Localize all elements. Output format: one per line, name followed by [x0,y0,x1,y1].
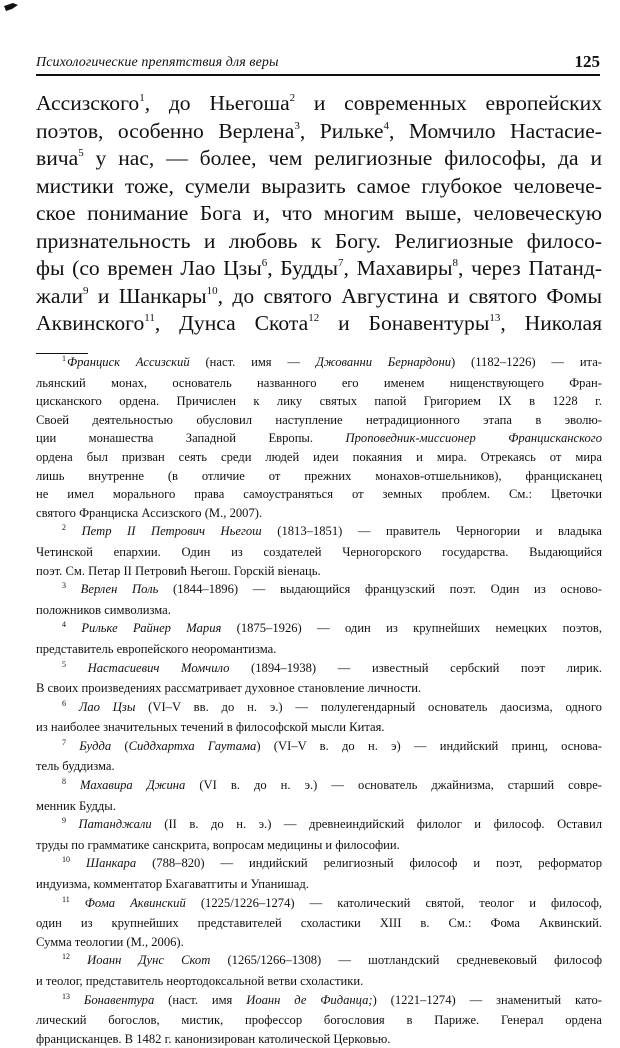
footnote-ref[interactable]: 3 [294,119,300,132]
footnote-number: 2 [62,523,66,533]
footnote-13: $^{13}$ Бонавентура (наст. имя Иоанн де Фиданца;) (1221–1274) — знаменитый като- лический богослов, мистик, профессор богословия в Париже. Генерал ордена францисканцев. В 1482 г. канонизирован католической Церковью. [36,991,603,1046]
footnote-name: Франциск Ассизский [67,355,190,369]
main-line: поэтов, особенно Верлена$^3$, Рильке$^4$, Момчило Настасие- [36,118,602,143]
footnote-8: $^8$ Махавира Джина (VI в. до н. э.) — основатель джайнизма, старший совре- менник Будды. [36,777,602,813]
footnote-name: Махавира Джина [80,778,186,793]
footnote-4: $^4$ Рильке Райнер Мария (1875–1926) — один из крупнейших немецких поэтов, представитель европейского неоромантизма. [36,620,602,656]
footnotes [36,353,602,1048]
footnote-name: Рильке Райнер Мария [81,621,222,636]
footnote-number: 1 [62,354,66,363]
footnote-number: 6 [62,698,66,708]
footnote-name: Бонавентура [83,992,155,1007]
footnote-number: 4 [62,620,66,630]
footnote-ref[interactable]: 7 [338,257,344,269]
footnote-9: $^9$ Патанджали (II в. до н. э.) — древнеиндийский филолог и философ. Оставил труды по грамматике санскрита, вопросам медицины и философии. [36,816,602,852]
footnote-ref[interactable]: 11 [144,312,155,324]
footnote-name: Верлен Поль [80,582,159,597]
footnote-name: Патанджали [78,817,152,832]
main-line: мистики тоже, сумели выразить самое глубокое человече- [36,173,602,198]
footnote-ref[interactable]: 1 [139,92,145,104]
main-line: жали$^9$ и Шанкары$^{10}$, до святого Августина и святого Фомы [36,283,602,308]
footnote-6: $^6$ Лао Цзы (VI–V вв. до н. э.) — полулегендарный основатель даосизма, одного из наиболее значительных течений в философской мысли Китая. [36,698,602,735]
footnote-11: $^{11}$ Фома Аквинский (1225/1226–1274) — католический святой, теолог и философ, один из крупнейших представителей схоластики XIII в. См.: Фома Аквинский. Сумма теологии (М., 2006). [36,894,602,949]
main-line: Аквинского$^{11}$, Дунса Скота$^{12}$ и Бонавентуры$^{13}$, Николая [36,311,603,335]
footnote-12: $^{12}$ Иоанн Дунс Скот (1265/1266–1308) — шотландский средневековый философ и теолог, представитель неортодоксальной ветви схоластики. [36,952,602,988]
footnote-1: $^1$Франциск Ассизский (наст. имя — Джованни Бернардони) (1182–1226) — ита- льянский монах, основатель названного его именем нищенствующего Фран- цисканского ордена. Причислен к лику святых папой Григорием IX в 1228 г. Своей деятельностью обусловил наступление нетрадиционного этапа в эволю- ции монашества Западной Европы. Проповедник-миссионер Францисканского ордена был призван сеять среди людей идеи покаяния и мира. Отрекаясь от мира лишь внутренне (в отличие от прежних монахов-отшельников), францисканец не имел морального права самоустраняться от земных проблем. См.: Цветочки святого Франциска Ассизского (М., 2007). [36,354,603,520]
footnote-10: $^{10}$ Шанкара (788–820) — индийский религиозный философ и поэт, реформатор индуизма, комментатор Бхагаватгиты и Упанишад. [36,855,602,892]
footnote-name: Иоанн Дунс Скот [87,953,211,968]
main-line: фы (со времен Лао Цзы$^6$, Будды$^7$, Махавиры$^8$, через Патанд- [36,256,602,280]
footnote-ref[interactable]: 6 [261,257,268,269]
footnote-number: 3 [62,581,66,591]
footnote-number: 10 [62,855,70,865]
footnote-2: $^2$ Петр II Петрович Ньегош (1813–1851) — правитель Черногории и владыка Четинской епархии. Один из создателей Черногорского государства. Выдающийся поэт. См. Петар II Петровић Његош. Горскiй вiенаць. [36,523,603,578]
footnote-ref[interactable]: 5 [78,147,84,159]
footnote-number: 5 [62,659,66,669]
page-number: 125 [574,52,600,71]
footnote-name: Петр II Петрович Ньегош [81,524,262,539]
footnote-5: $^5$ Настасиевич Момчило (1894–1938) — известный сербский поэт лирик. В своих произведениях рассматривает духовное становление личности. [36,659,602,696]
footnote-name: Фома Аквинский [84,895,186,910]
footnote-name: Настасиевич Момчило [87,660,230,675]
main-line: признательность и любовь к Богу. Религиозные филосо- [36,228,602,253]
main-line: ское понимание Бога и, что многим выше, человеческую [36,201,602,225]
footnote-number: 12 [62,952,70,962]
footnote-ref[interactable]: 9 [83,284,89,297]
footnote-ref[interactable]: 8 [452,257,459,269]
footnote-number: 11 [62,894,70,904]
footnote-number: 13 [62,991,70,1001]
footnote-name: Шанкара [85,856,137,871]
main-line: Ассизского$^1$, до Ньегоша$^2$ и современных европейских [36,91,602,115]
page-corner-mark [4,2,18,12]
footnote-number: 7 [62,737,66,747]
footnote-ref[interactable]: 12 [308,312,320,324]
running-title: Психологические препятствия для веры [36,55,279,70]
footnote-number: 9 [62,816,66,826]
footnote-ref[interactable]: 2 [289,92,296,104]
main-paragraph [36,90,602,338]
footnote-7: $^7$ Будда (Сиддхартха Гаутама) (VI–V в. до н. э) — индийский принц, основа- тель буддизма. [36,737,602,774]
footnote-ref[interactable]: 13 [489,312,501,324]
footnote-name: Лао Цзы [78,699,136,714]
main-line: вича$^5$ у нас, — более, чем религиозные философы, да и [36,146,602,170]
running-header [36,48,600,76]
footnote-name: Будда [79,738,112,753]
footnote-3: $^3$ Верлен Поль (1844–1896) — выдающийся французский поэт. Один из осново- положников символизма. [36,581,602,617]
footnote-ref[interactable]: 4 [383,119,389,132]
footnote-number: 8 [62,777,66,787]
footnote-ref[interactable]: 10 [206,284,218,297]
